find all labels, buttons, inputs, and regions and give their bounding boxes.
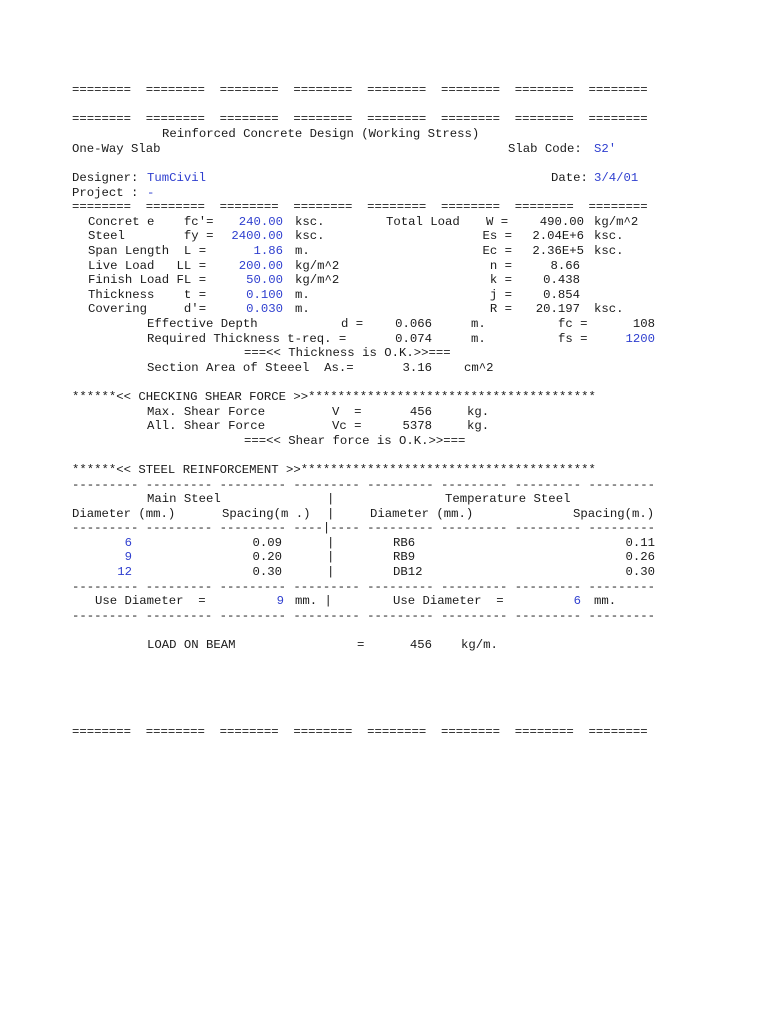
constant-symbol: Ec = (482, 244, 512, 258)
main-spacing-cell: 0.20 (252, 550, 282, 564)
column-divider: | (327, 565, 335, 579)
temp-diameter-cell: RB6 (393, 536, 416, 550)
rule-equals-bottom: ======== ======== ======== ======== ======== ======== ======== ======== (72, 725, 648, 739)
constant-unit: ksc. (594, 302, 624, 316)
allowable-shear-value: 5378 (402, 419, 432, 433)
shear-ok-message: ===<< Shear force is O.K.>>=== (244, 434, 466, 448)
fc-value: 108 (632, 317, 655, 331)
rule-dash-split: --------- --------- --------- ----|---- --------- --------- --------- --------- (72, 521, 655, 535)
constant-value: 20.197 (535, 302, 580, 316)
shear-heading: ******<< CHECKING SHEAR FORCE >>*************************************** (72, 390, 596, 404)
load-on-beam-label: LOAD ON BEAM (147, 638, 236, 652)
temperature-steel-title: Temperature Steel (445, 492, 571, 506)
max-shear-value: 456 (409, 405, 432, 419)
total-load-unit: kg/m^2 (594, 215, 639, 229)
allowable-shear-unit: kg. (467, 419, 490, 433)
temp-diameter-header: Diameter (mm.) (370, 507, 474, 521)
slab-code-value: S2' (594, 142, 617, 156)
input-label: Thickness t = (88, 288, 207, 302)
constant-symbol: j = (489, 288, 512, 302)
input-value: 2400.00 (231, 229, 283, 243)
column-divider: | (327, 536, 335, 550)
project-label: Project : (72, 186, 139, 200)
total-load-symbol: W = (486, 215, 509, 229)
project-value: - (147, 186, 155, 200)
effective-depth-unit: m. (471, 317, 486, 331)
main-diameter-cell: 12 (117, 565, 132, 579)
total-load-value: 490.00 (539, 215, 584, 229)
constant-unit: ksc. (594, 229, 624, 243)
use-main-diameter-value: 9 (276, 594, 284, 608)
input-label: Live Load LL = (88, 259, 207, 273)
constant-symbol: Es = (482, 229, 512, 243)
rule-dash: --------- --------- --------- --------- --------- --------- --------- --------- (72, 609, 655, 623)
allowable-shear-symbol: Vc = (332, 419, 362, 433)
slab-code-label: Slab Code: (508, 142, 582, 156)
constant-value: 2.04E+6 (532, 229, 584, 243)
input-unit: kg/m^2 (295, 273, 340, 287)
temp-spacing-cell: 0.26 (625, 550, 655, 564)
required-thickness-value: 0.074 (395, 332, 432, 346)
temp-diameter-cell: RB9 (393, 550, 416, 564)
input-unit: ksc. (295, 229, 325, 243)
temp-spacing-cell: 0.30 (625, 565, 655, 579)
constant-value: 0.438 (543, 273, 580, 287)
max-shear-label: Max. Shear Force (147, 405, 266, 419)
column-divider: | (327, 550, 335, 564)
input-value: 50.00 (246, 273, 283, 287)
rule-dash: --------- --------- --------- --------- --------- --------- --------- --------- (72, 580, 655, 594)
use-temp-diameter-value: 6 (573, 594, 581, 608)
input-unit: m. (295, 288, 310, 302)
main-spacing-cell: 0.30 (252, 565, 282, 579)
steel-area-label: Section Area of Steeel As.= (147, 361, 354, 375)
input-value: 1.86 (253, 244, 283, 258)
use-main-diameter-unit: mm. | (295, 594, 332, 608)
load-on-beam-symbol: = (357, 638, 365, 652)
reinforcement-heading: ******<< STEEL REINFORCEMENT >>**************************************** (72, 463, 596, 477)
constant-symbol: n = (489, 259, 512, 273)
effective-depth-value: 0.066 (395, 317, 432, 331)
input-value: 240.00 (238, 215, 283, 229)
column-divider: | (327, 507, 335, 521)
fs-value: 1200 (625, 332, 655, 346)
input-label: Finish Load FL = (88, 273, 207, 287)
constant-unit: ksc. (594, 244, 624, 258)
use-temp-diameter-label: Use Diameter = (393, 594, 504, 608)
main-diameter-header: Diameter (mm.) (72, 507, 176, 521)
input-unit: m. (295, 302, 310, 316)
date-label: Date: (551, 171, 588, 185)
load-on-beam-unit: kg/m. (461, 638, 498, 652)
constant-symbol: R = (489, 302, 512, 316)
steel-area-value: 3.16 (402, 361, 432, 375)
input-label: Steel fy = (88, 229, 214, 243)
rule-equals-2: ======== ======== ======== ======== ======== ======== ======== ======== (72, 112, 648, 126)
temp-spacing-cell: 0.11 (625, 536, 655, 550)
input-unit: ksc. (295, 215, 325, 229)
thickness-ok-message: ===<< Thickness is O.K.>>=== (244, 346, 451, 360)
input-unit: kg/m^2 (295, 259, 340, 273)
required-thickness-unit: m. (471, 332, 486, 346)
rule-equals-3: ======== ======== ======== ======== ======== ======== ======== ======== (72, 200, 648, 214)
input-unit: m. (295, 244, 310, 258)
column-divider: | (327, 492, 335, 506)
use-main-diameter-label: Use Diameter = (95, 594, 206, 608)
fc-label: fc = (558, 317, 588, 331)
report-title: Reinforced Concrete Design (Working Stress) (162, 127, 480, 141)
fs-label: fs = (558, 332, 588, 346)
constant-value: 2.36E+5 (532, 244, 584, 258)
use-temp-diameter-unit: mm. (594, 594, 617, 608)
required-thickness-label: Required Thickness t-req. = (147, 332, 347, 346)
input-value: 200.00 (238, 259, 283, 273)
main-spacing-cell: 0.09 (252, 536, 282, 550)
main-steel-title: Main Steel (147, 492, 221, 506)
constant-value: 8.66 (550, 259, 580, 273)
input-label: Covering d'= (88, 302, 207, 316)
allowable-shear-label: All. Shear Force (147, 419, 266, 433)
effective-depth-label: Effective Depth (147, 317, 258, 331)
max-shear-unit: kg. (467, 405, 490, 419)
steel-area-unit: cm^2 (464, 361, 494, 375)
max-shear-symbol: V = (332, 405, 362, 419)
temp-diameter-cell: DB12 (393, 565, 423, 579)
rule-equals-1: ======== ======== ======== ======== ======== ======== ======== ======== (72, 83, 648, 97)
load-on-beam-value: 456 (409, 638, 432, 652)
constant-value: 0.854 (543, 288, 580, 302)
designer-value: TumCivil (147, 171, 207, 185)
temp-spacing-header: Spacing(m.) (573, 507, 655, 521)
main-spacing-header: Spacing(m .) (222, 507, 311, 521)
designer-label: Designer: (72, 171, 139, 185)
input-label: Concret e fc'= (88, 215, 214, 229)
total-load-label: Total Load (386, 215, 460, 229)
date-value: 3/4/01 (594, 171, 639, 185)
main-diameter-cell: 9 (124, 550, 132, 564)
input-value: 0.030 (246, 302, 283, 316)
report-subtitle: One-Way Slab (72, 142, 161, 156)
effective-depth-symbol: d = (341, 317, 364, 331)
main-diameter-cell: 6 (124, 536, 132, 550)
constant-symbol: k = (489, 273, 512, 287)
input-label: Span Length L = (88, 244, 207, 258)
input-value: 0.100 (246, 288, 283, 302)
rule-dash: --------- --------- --------- --------- --------- --------- --------- --------- (72, 478, 655, 492)
